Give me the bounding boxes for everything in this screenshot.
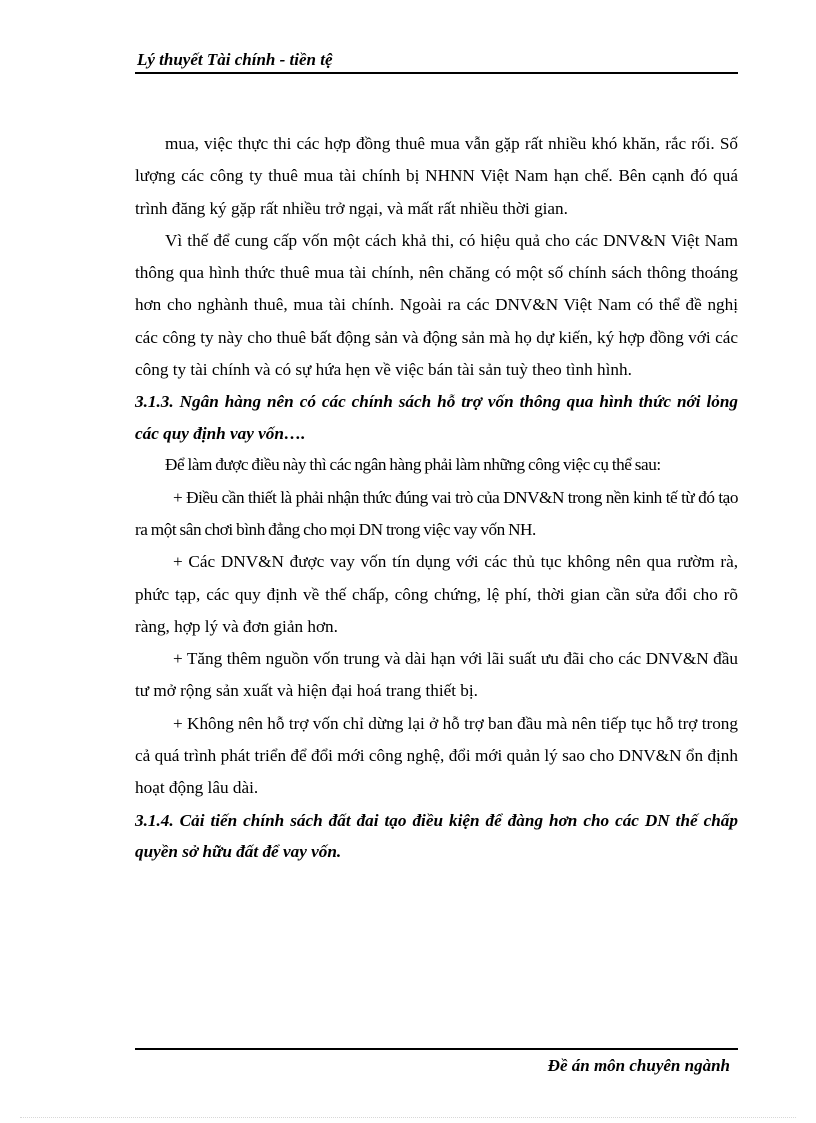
page-edge-divider [20,1117,796,1118]
footer-title: Đề án môn chuyên ngành [547,1056,730,1075]
paragraph-bank-tasks-intro: Để làm được điều này thì các ngân hàng phải làm những công việc cụ thể sau: [165,455,661,475]
section-heading-3-1-3: 3.1.3. Ngân hàng nên có các chính sách hỗ trợ vốn thông qua hình thức nới lỏng các quy định vay vốn…. [135,392,738,443]
document-body [135,128,738,868]
list-item-support: + Không nên hỗ trợ vốn chỉ dừng lại ở hỗ trợ ban đầu mà nên tiếp tục hỗ trợ trong cả quá trình phát triển để đổi mới công nghệ, đổi mới quản lý sao cho DNV&N ổn định hoạt động lâu dài. [135,713,738,798]
paragraph-continuation: mua, việc thực thi các hợp đồng thuê mua vẫn gặp rất nhiều khó khăn, rắc rối. Số lượng các công ty thuê mua tài chính bị NHNN Việt Nam hạn chế. Bên cạnh đó quá trình đăng ký gặp rất nhiều trở ngại, và mất rất nhiều thời gian. [135,134,738,218]
list-item-procedures: + Các DNV&N được vay vốn tín dụng với các thủ tục không nên qua rườm rà, phức tạp, các quy định về thế chấp, công chứng, lệ phí, thời gian cần sửa đổi cho rõ ràng, hợp lý và đơn giản hơn. [135,552,738,636]
header-title: Lý thuyết Tài chính - tiền tệ [137,50,333,69]
paragraph-leasing-policy: Vì thế để cung cấp vốn một cách khả thi, có hiệu quả cho các DNV&N Việt Nam thông qua hình thức thuê mua tài chính, nên chăng có một số chính sách thông thoáng hơn cho nghành thuê, mua tài chính. Ngoài ra các DNV&N Việt Nam có thể đề nghị các công ty này cho thuê bất động sản và động sản mà họ dự kiến, ký hợp đồng với các công ty tài chính và có sự hứa hẹn về việc bán tài sản tuỳ theo tình hình. [135,230,738,380]
page-footer [135,1048,738,1076]
list-item-capital: + Tăng thêm nguồn vốn trung và dài hạn với lãi suất ưu đãi cho các DNV&N đầu tư mở rộng sản xuất và hiện đại hoá trang thiết bị. [135,649,738,701]
page-header [135,48,738,74]
section-heading-3-1-4: 3.1.4. Cải tiến chính sách đất đai tạo điều kiện để đàng hơn cho các DN thế chấp quyền sở hữu đất để vay vốn. [135,810,738,862]
list-item-awareness: + Điều cần thiết là phải nhận thức đúng vai trò của DNV&N trong nền kinh tế từ đó tạo ra một sân chơi bình đẳng cho mọi DN trong việc vay vốn NH. [135,487,738,539]
